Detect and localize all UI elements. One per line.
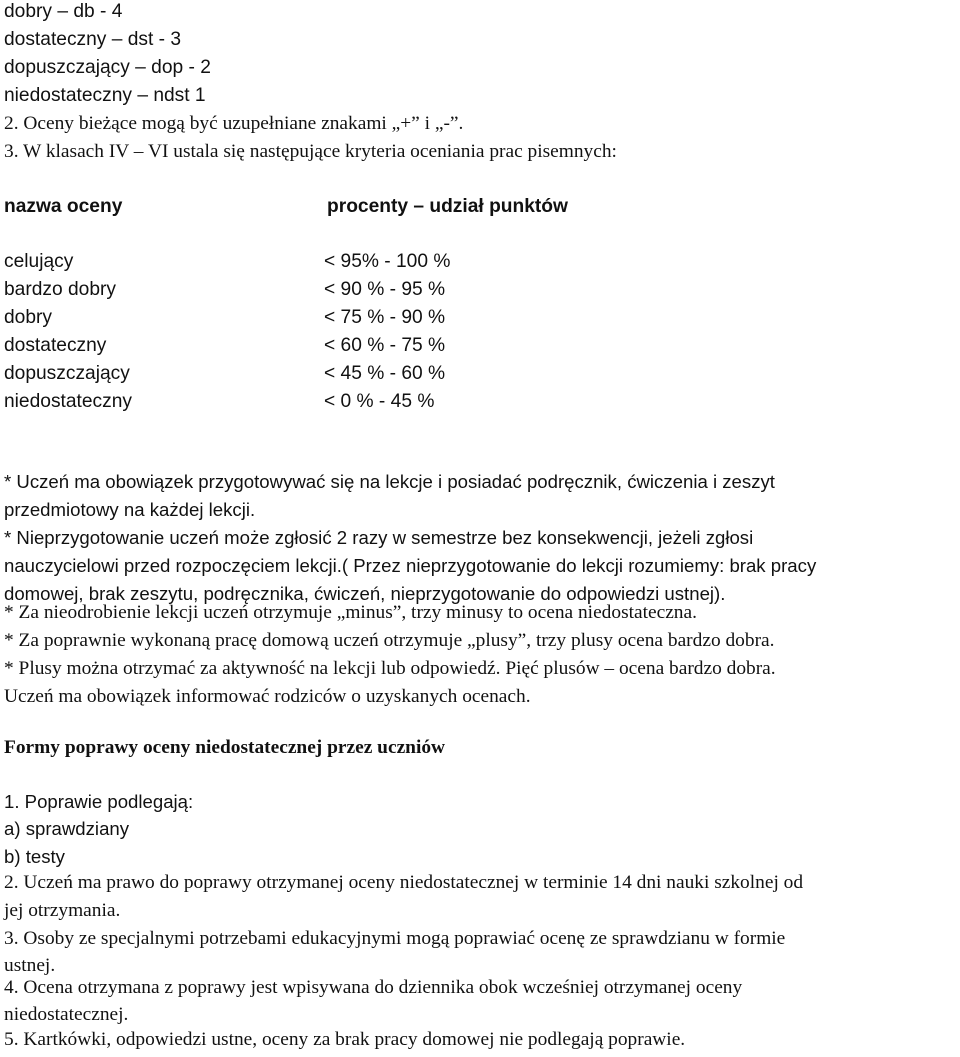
rule-line: przedmiotowy na każdej lekcji. [4, 499, 256, 520]
correction-line: niedostatecznej. [4, 1004, 129, 1025]
table-header-percent: procenty – udział punktów [327, 196, 568, 217]
correction-line: a) sprawdziany [4, 818, 130, 839]
table-row-range: < 95% - 100 % [324, 251, 451, 272]
table-row-name: dopuszczający [4, 363, 130, 384]
table-row-name: bardzo dobry [4, 279, 116, 300]
correction-line: 2. Uczeń ma prawo do poprawy otrzymanej oceny niedostatecznej w terminie 14 dni nauki szkolnej od [4, 872, 804, 893]
table-row-name: celujący [4, 251, 74, 272]
table-row-name: niedostateczny [4, 391, 132, 412]
rule-line: nauczycielowi przed rozpoczęciem lekcji.( Przez nieprzygotowanie do lekcji rozumiemy: brak pracy [4, 555, 817, 576]
correction-line: 5. Kartkówki, odpowiedzi ustne, oceny za brak pracy domowej nie podlegają poprawie. [4, 1029, 686, 1050]
correction-line: jej otrzymania. [4, 900, 121, 921]
rule-line: * Za nieodrobienie lekcji uczeń otrzymuje „minus”, trzy minusy to ocena niedostateczna. [4, 602, 697, 623]
rule-line: Uczeń ma obowiązek informować rodziców o uzyskanych ocenach. [4, 686, 531, 707]
table-row-range: < 90 % - 95 % [324, 279, 446, 300]
correction-line: 1. Poprawie podlegają: [4, 791, 194, 812]
table-header-name: nazwa oceny [4, 196, 123, 217]
table-row-range: < 45 % - 60 % [324, 363, 446, 384]
table-row-range: < 75 % - 90 % [324, 307, 446, 328]
grade-abbrev-line: niedostateczny – ndst 1 [4, 85, 206, 106]
grade-abbrev-line: dobry – db - 4 [4, 1, 123, 22]
rule-line: * Za poprawnie wykonaną pracę domową uczeń otrzymuje „plusy”, trzy plusy ocena bardzo dobra. [4, 630, 775, 651]
rule-line: * Nieprzygotowanie uczeń może zgłosić 2 razy w semestrze bez konsekwencji, jeżeli zgłosi [4, 527, 754, 548]
section-heading: Formy poprawy oceny niedostatecznej przez uczniów [4, 737, 446, 758]
table-row-name: dostateczny [4, 335, 107, 356]
point-2: 2. Oceny bieżące mogą być uzupełniane znakami „+” i „-”. [4, 113, 464, 134]
grade-abbrev-line: dopuszczający – dop - 2 [4, 57, 211, 78]
rule-line: * Plusy można otrzymać za aktywność na lekcji lub odpowiedź. Pięć plusów – ocena bardzo dobra. [4, 658, 776, 679]
table-row-name: dobry [4, 307, 52, 328]
point-3: 3. W klasach IV – VI ustala się następujące kryteria oceniania prac pisemnych: [4, 141, 617, 162]
table-row-range: < 0 % - 45 % [324, 391, 435, 412]
correction-line: 4. Ocena otrzymana z poprawy jest wpisywana do dziennika obok wcześniej otrzymanej oceny [4, 977, 743, 998]
grade-abbrev-line: dostateczny – dst - 3 [4, 29, 182, 50]
rule-line: domowej, brak zeszytu, podręcznika, ćwiczeń, nieprzygotowanie do odpowiedzi ustnej). [4, 583, 726, 604]
correction-line: b) testy [4, 846, 65, 867]
table-row-range: < 60 % - 75 % [324, 335, 446, 356]
correction-line: 3. Osoby ze specjalnymi potrzebami edukacyjnymi mogą poprawiać ocenę ze sprawdzianu w formie [4, 928, 786, 949]
rule-line: * Uczeń ma obowiązek przygotowywać się na lekcje i posiadać podręcznik, ćwiczenia i zeszyt [4, 471, 775, 492]
correction-line: ustnej. [4, 955, 56, 976]
